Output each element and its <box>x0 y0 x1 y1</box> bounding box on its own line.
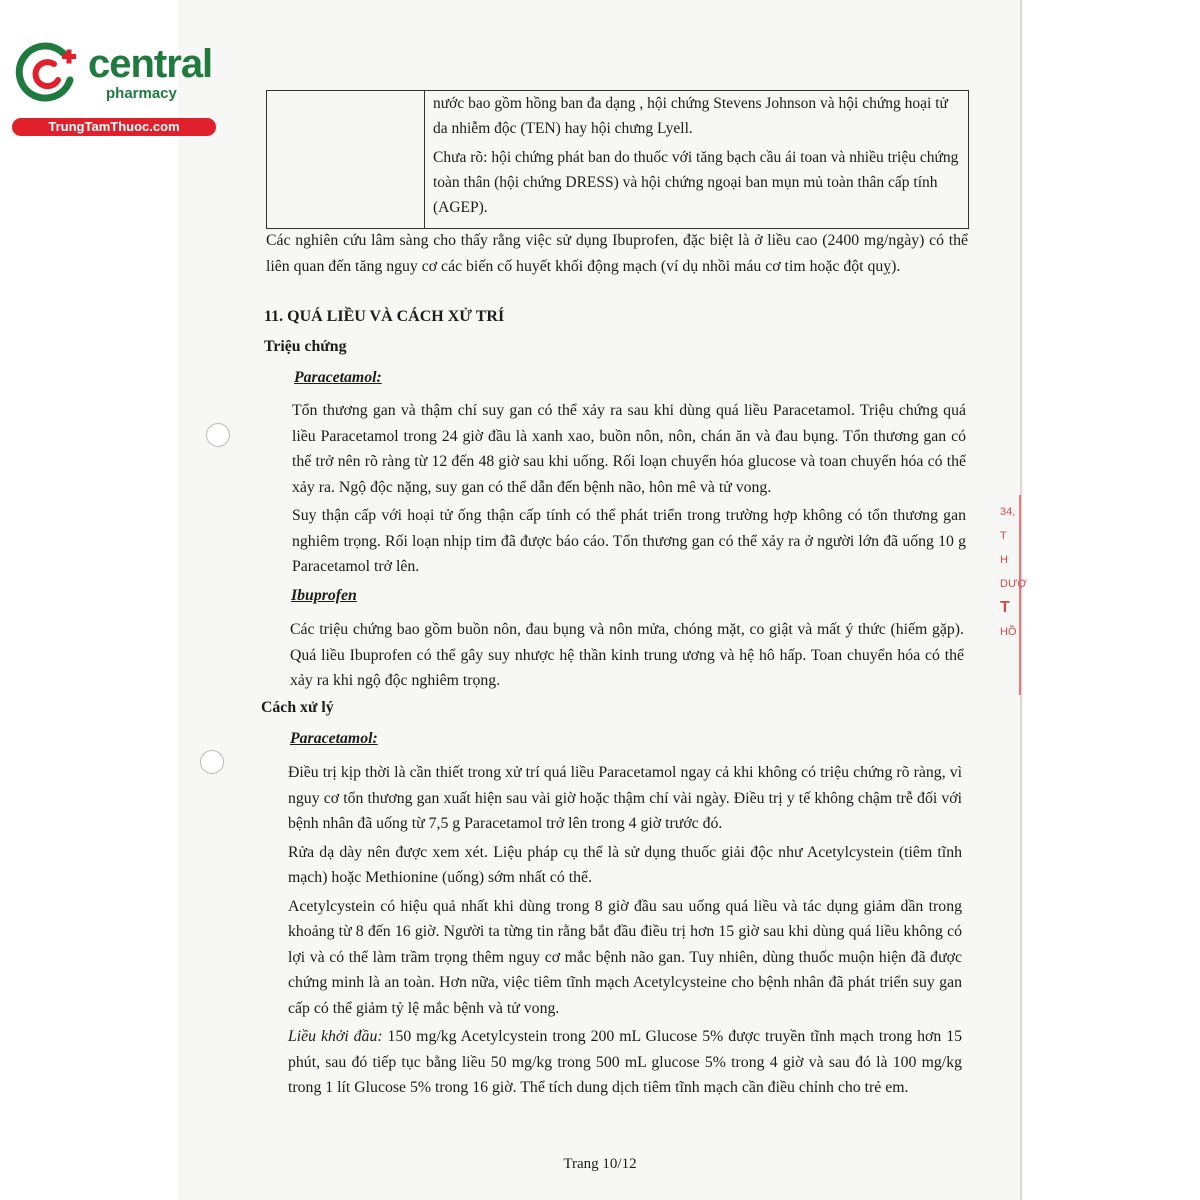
central-pharmacy-logo[interactable] <box>8 38 218 138</box>
paragraph: Suy thận cấp với hoại tử ống thận cấp tính có thể phát triển trong trường hợp không có tổn thương gan nghiêm trọng. Rối loạn nhịp tim đã được báo cáo. Tổn thương gan có thể xảy ra ở người lớn đã uống 10 g Paracetamol trở lên. <box>292 507 966 575</box>
partial-stamp <box>1000 505 1026 665</box>
paragraph: Acetylcystein có hiệu quả nhất khi dùng trong 8 giờ đầu sau uống quá liều và tác dụng giảm dần trong khoảng từ 8 đến 16 giờ. Người ta từng tin rằng bắt đầu điều trị hơn 15 giờ sau khi dùng quá liều không có lợi và có thể làm trầm trọng thêm nguy cơ mắc bệnh não gan. Tuy nhiên, dùng thuốc muộn hiện đã được chứng minh là an toàn. Hơn nữa, việc tiêm tĩnh mạch Acetylcysteine cho bệnh nhân đã phát triển suy gan cấp có thể giảm tỷ lệ mắc bệnh và tử vong. <box>288 897 962 1017</box>
paragraph: Tổn thương gan và thậm chí suy gan có thể xảy ra sau khi dùng quá liều Paracetamol. Triệu chứng quá liều Paracetamol trong 24 giờ đầu là xanh xao, buồn nôn, nôn, chán ăn và đau bụng. Tổn thương gan có thể trở nên rõ ràng từ 12 đến 48 giờ sau khi uống. Rối loạn chuyển hóa glucose và toan chuyển hóa có thể xảy ra. Ngộ độc nặng, suy gan có thể dẫn đến bệnh não, hôn mê và tử vong. <box>292 402 966 496</box>
intro-text: Các nghiên cứu lâm sàng cho thấy rằng việc sử dụng Ibuprofen, đặc biệt là ở liều cao (2400 mg/ngày) có thể liên quan đến tăng nguy cơ các biến cố huyết khối động mạch (ví dụ nhồi máu cơ tim hoặc đột quỵ). <box>266 232 968 275</box>
table-paragraph: Chưa rõ: hội chứng phát ban do thuốc với tăng bạch cầu ái toan và nhiều triệu chứng toàn thân (hội chứng DRESS) và hội chứng ngoại ban mụn mủ toàn thân cấp tính (AGEP). <box>433 149 959 216</box>
page-number: Trang 10/12 <box>563 1156 637 1172</box>
punch-hole <box>206 423 230 447</box>
pharmacy-cross-icon <box>14 40 80 106</box>
dosage-text: 150 mg/kg Acetylcystein trong 200 mL Glucose 5% được truyền tĩnh mạch trong hơn 15 phút, sau đó tiếp tục bằng liều 50 mg/kg trong 500 mL glucose 5% trong 4 giờ và sau đó là 100 mg/kg trong 1 lít Glucose 5% trong 16 giờ. Thể tích dung dịch tiêm tĩnh mạch cần điều chỉnh cho trẻ em. <box>288 1028 962 1096</box>
symptoms-paracetamol-heading: Paracetamol: <box>294 369 382 386</box>
stamp-fragment: HỒ <box>1000 626 1017 638</box>
stamp-fragment: T <box>1000 530 1007 542</box>
paragraph: Rửa dạ dày nên được xem xét. Liệu pháp cụ thể là sử dụng thuốc giải độc như Acetylcystein (tiêm tĩnh mạch) hoặc Methionine (uống) sớm nhất có thể. <box>288 843 962 886</box>
stamp-fragment: T <box>1000 599 1010 616</box>
dosage-paragraph <box>288 1024 962 1101</box>
treatment-text <box>288 760 962 1101</box>
dosage-label: Liều khởi đầu: <box>288 1028 383 1045</box>
paragraph: Các triệu chứng bao gồm buồn nôn, đau bụng và nôn mửa, chóng mặt, co giật và mất ý thức (hiếm gặp). Quá liều Ibuprofen có thể gây suy nhược hệ thần kinh trung ương và hệ hô hấp. Toan chuyển hóa có thể xảy ra khi ngộ độc nghiêm trọng. <box>290 621 964 689</box>
treatment-heading: Cách xử lý <box>261 699 334 716</box>
table-row <box>267 91 969 229</box>
stamp-fragment: 34, <box>1000 506 1016 518</box>
table-paragraph: nước bao gồm hồng ban đa dạng , hội chứng Stevens Johnson và hội chứng hoại tử da nhiễm độc (TEN) hay hội chưng Lyell. <box>433 95 948 137</box>
treatment-paracetamol-heading: Paracetamol: <box>290 730 378 747</box>
symptoms-heading: Triệu chứng <box>264 338 347 355</box>
paragraph: Điều trị kịp thời là cần thiết trong xử trí quá liều Paracetamol ngay cả khi không có triệu chứng rõ ràng, vì nguy cơ tổn thương gan xuất hiện sau vài giờ hoặc thậm chí vài ngày. Điều trị y tế không chậm trễ đối với bệnh nhân đã uống từ 7,5 g Paracetamol trở lên trong 4 giờ trước đó. <box>288 764 962 832</box>
table-cell-empty <box>267 91 425 229</box>
punch-hole <box>200 750 224 774</box>
table-cell-text <box>425 91 969 229</box>
symptoms-paracetamol-text <box>292 398 966 580</box>
stamp-fragment: DƯỢ <box>1000 578 1027 590</box>
logo-subtitle: pharmacy <box>106 85 177 102</box>
section-title: 11. QUÁ LIỀU VÀ CÁCH XỬ TRÍ <box>264 308 505 325</box>
intro-paragraph <box>266 228 968 279</box>
logo-brand: central <box>88 42 213 86</box>
adverse-effects-table <box>266 90 969 229</box>
stamp-fragment: H <box>1000 554 1008 566</box>
symptoms-ibuprofen-text <box>290 617 964 694</box>
logo-website: TrungTamThuoc.com <box>12 118 216 136</box>
symptoms-ibuprofen-heading: Ibuprofen <box>291 587 357 604</box>
